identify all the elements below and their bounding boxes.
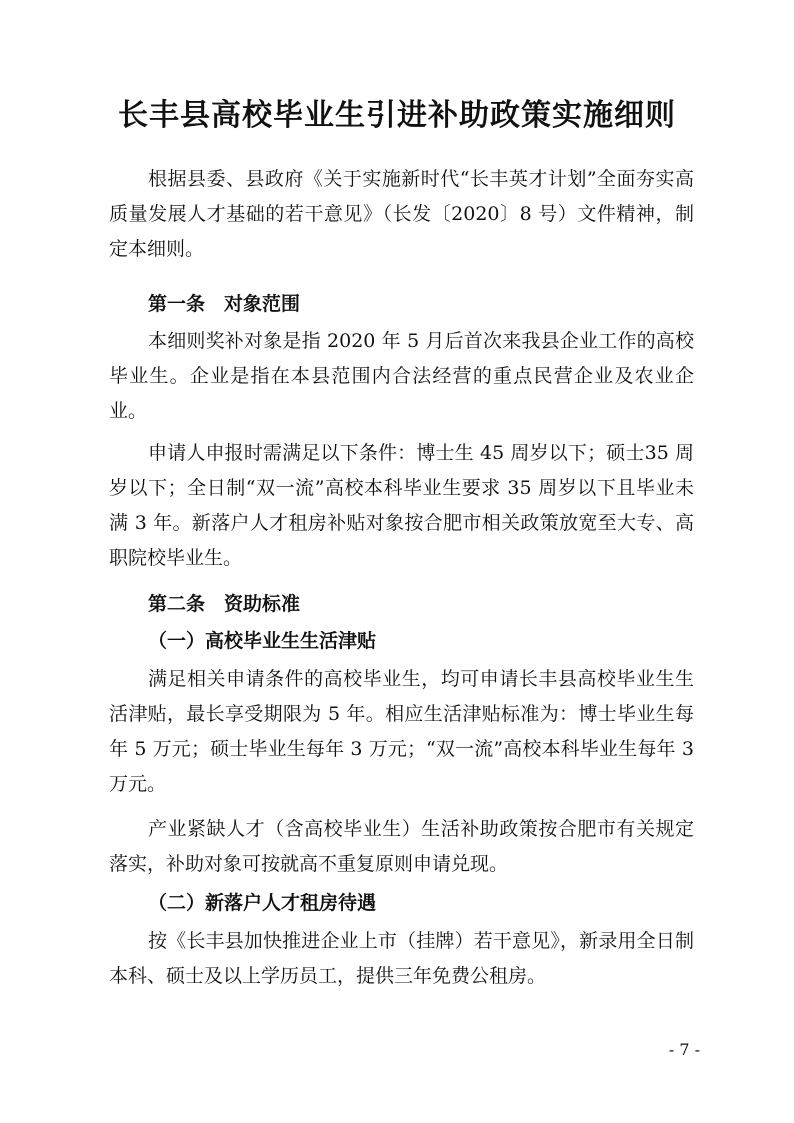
article-1-heading: 第一条 对象范围: [148, 293, 301, 315]
article-1-paragraph-2: 申请人申报时需满足以下条件：博士生 45 周岁以下；硕士35 周岁以下；全日制“双一流”高校本科毕业生要求 35 周岁以下且毕业未满 3 年。新落户人才租房补贴对象按合肥市相关政策放宽至大专、高职院校毕业生。: [109, 442, 694, 569]
article-2-heading: 第二条 资助标准: [148, 593, 301, 615]
article-1-paragraph-1: 本细则奖补对象是指 2020 年 5 月后首次来我县企业工作的高校毕业生。企业是指在本县范围内合法经营的重点民营企业及农业企业。: [109, 330, 694, 422]
document-title: 长丰县高校毕业生引进补助政策实施细则: [118, 98, 676, 133]
section-1-paragraph-2: 产业紧缺人才（含高校毕业生）生活补助政策按合肥市有关规定落实，补助对象可按就高不重复原则申请兑现。: [109, 818, 694, 875]
intro-paragraph: 根据县委、县政府《关于实施新时代“长丰英才计划”全面夯实高质量发展人才基础的若干意见》（长发〔2020〕8 号）文件精神，制定本细则。: [109, 168, 694, 260]
section-1-paragraph-1: 满足相关申请条件的高校毕业生，均可申请长丰县高校毕业生生活津贴，最长享受期限为 5 年。相应生活津贴标准为：博士毕业生每年 5 万元；硕士毕业生每年 3 万元；“双一流”高校本科毕业生每年 3 万元。: [109, 668, 694, 795]
section-2-paragraph-1: 按《长丰县加快推进企业上市（挂牌）若干意见》，新录用全日制本科、硕士及以上学历员工，提供三年免费公租房。: [109, 930, 694, 987]
section-1-heading: （一）高校毕业生生活津贴: [148, 630, 377, 652]
page-number: - 7 -: [668, 1040, 700, 1059]
section-2-heading: （二）新落户人才租房待遇: [148, 892, 377, 914]
